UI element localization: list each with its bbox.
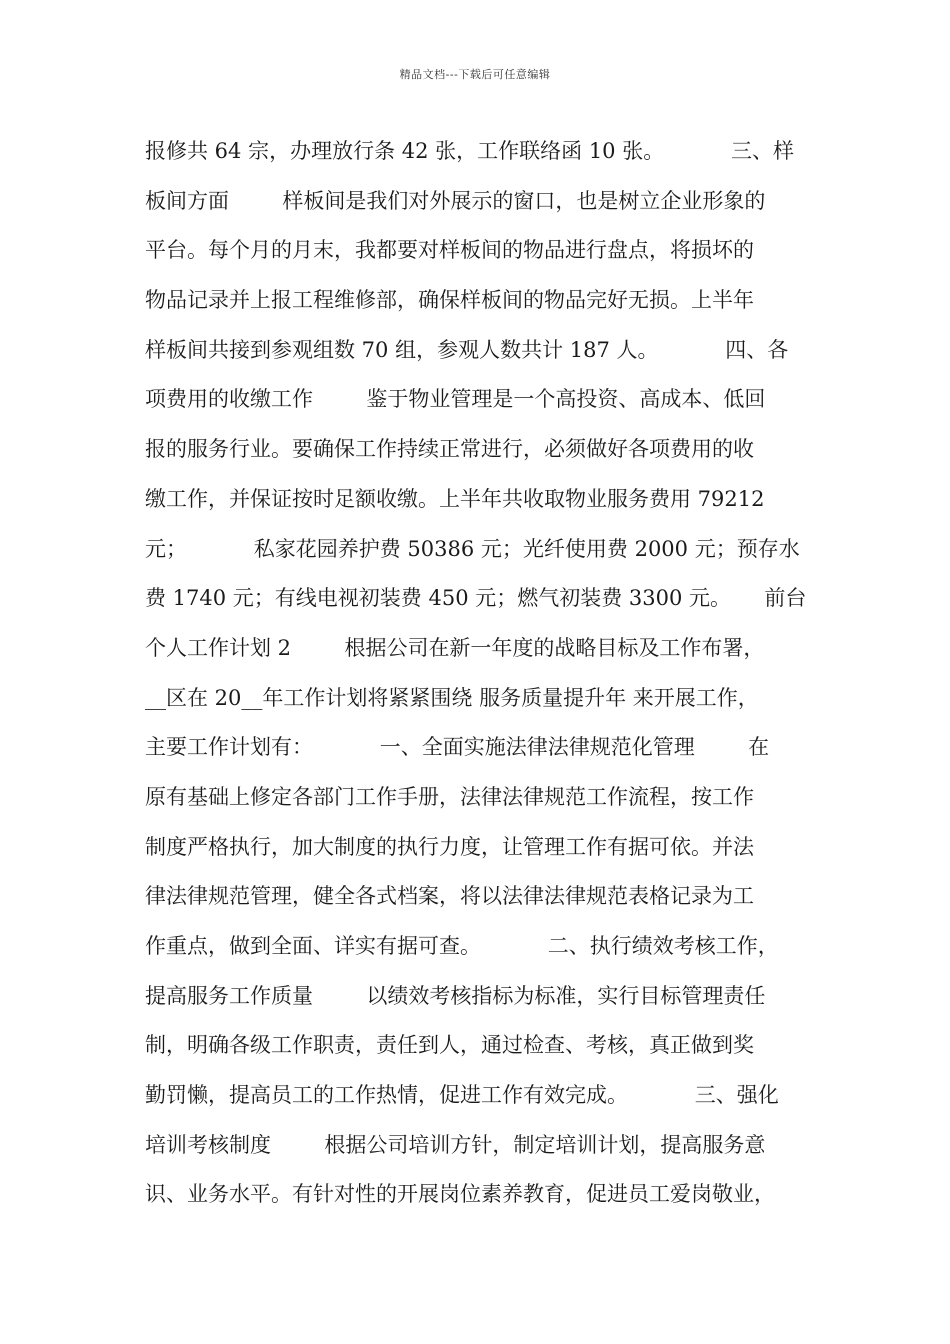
text-line: 律法律规范管理，健全各式档案，将以法律法律规范表格记录为工 — [145, 884, 754, 909]
text-line: 作重点，做到全面、详实有据可查。 二、执行绩效考核工作， — [145, 934, 779, 958]
text-line: 报修共 64 宗，办理放行条 42 张，工作联络函 10 张。 三、样 — [145, 139, 794, 163]
page-header: 精品文档---下载后可任意编辑 — [399, 68, 551, 81]
text-line: 勤罚懒，提高员工的工作热情，促进工作有效完成。 三、强化 — [145, 1083, 779, 1108]
text-line: 培训考核制度 根据公司培训方针，制定培训计划，提高服务意 — [145, 1132, 766, 1157]
text-line: 原有基础上修定各部门工作手册，法律法律规范工作流程，按工作 — [145, 784, 754, 809]
text-line: 制，明确各级工作职责，责任到人，通过检查、考核，真正做到奖 — [145, 1033, 754, 1058]
text-line: __区在 20__年工作计划将紧紧围绕 服务质量提升年 来开展工作， — [145, 685, 759, 710]
text-line: 制度严格执行，加大制度的执行力度，让管理工作有据可依。并法 — [145, 834, 754, 859]
text-line: 个人工作计划 2 根据公司在新一年度的战略目标及工作布署， — [145, 635, 765, 660]
text-line: 提高服务工作质量 以绩效考核指标为标准，实行目标管理责任 — [145, 983, 766, 1008]
text-line: 元； 私家花园养护费 50386 元；光纤使用费 2000 元；预存水 — [145, 536, 800, 561]
text-line: 平台。每个月的月末，我都要对样板间的物品进行盘点，将损坏的 — [145, 238, 754, 263]
text-line: 项费用的收缴工作 鉴于物业管理是一个高投资、高成本、低回 — [145, 387, 766, 412]
text-line: 板间方面 样板间是我们对外展示的窗口，也是树立企业形象的 — [145, 188, 766, 213]
text-line: 缴工作，并保证按时足额收缴。上半年共收取物业服务费用 79212 — [145, 486, 765, 511]
text-line: 识、业务水平。有针对性的开展岗位素养教育，促进员工爱岗敬业， — [145, 1182, 775, 1207]
document-body — [145, 127, 813, 1220]
text-line: 报的服务行业。要确保工作持续正常进行，必须做好各项费用的收 — [145, 437, 754, 462]
text-line: 主要工作计划有： 一、全面实施法律法律规范化管理 在 — [145, 735, 770, 760]
text-line: 费 1740 元；有线电视初装费 450 元；燃气初装费 3300 元。 前台 — [145, 586, 807, 611]
text-line: 样板间共接到参观组数 70 组，参观人数共计 187 人。 四、各 — [145, 337, 789, 362]
text-line: 物品记录并上报工程维修部，确保样板间的物品完好无损。上半年 — [145, 288, 754, 313]
